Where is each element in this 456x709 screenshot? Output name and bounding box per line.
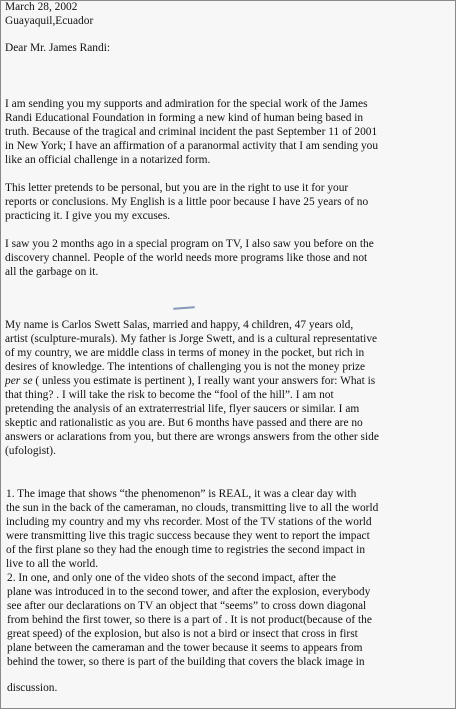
item-2-line: see after our declarations on TV an object that “seems” to cross down diagonal [7,600,367,612]
letter-salutation: Dear Mr. James Randi: [5,42,111,54]
paragraph-2-line: practicing it. I give you my excuses. [5,210,171,222]
paragraph-4-line: artist (sculpture-murals). My father is Jorge Swett, and is a cultural representative [5,333,378,345]
italic-per-se: per se [5,375,33,387]
paragraph-4-line: skeptic and rationalistic as you are. But 6 months have passed and there are no [5,417,363,429]
paragraph-4-line: answers or aclarations from you, but there are wrongs answers from the other side [5,431,379,443]
item-1-line: live to all the world. [6,558,99,570]
item-2-line: behind the tower, so there is part of the building that covers the black image in [7,656,365,668]
ink-mark [173,306,195,310]
letter-date: March 28, 2002 [5,1,78,13]
paragraph-1-line: truth. Because of the tragical and criminal incident the past September 11 of 2001 [5,126,378,138]
item-2-line: 2. In one, and only one of the video shots of the second impact, after the [7,572,336,584]
paragraph-4-line: My name is Carlos Swett Salas, married and happy, 4 children, 47 years old, [5,319,354,331]
paragraph-4-line: that thing? . I will take the risk to become the “fool of the hill”. I am not [5,389,334,401]
paragraph-4-line: pretending the analysis of an extraterrestrial life, flyer saucers or similar. I am [5,403,360,415]
item-1-line: 1. The image that shows “the phenomenon” is REAL, it was a clear day with [6,488,357,500]
item-1-line: of the first plane so they had the enough time to registries the second impact in [6,544,366,556]
paragraph-3-line: discovery channel. People of the world needs more programs like those and not [5,252,368,264]
paragraph-1-line: I am sending you my supports and admiration for the special work of the James [5,98,368,110]
paragraph-4-line [5,374,375,388]
item-1-line: the sun in the back of the cameraman, no clouds, transmitting live to all the world [6,502,379,514]
paragraph-2-line: reports or conclusions. My English is a little poor because I have 25 years of no [5,196,369,208]
item-1-line: including my country and my vhs recorder. Most of the TV stations of the world [6,516,372,528]
paragraph-3-line: I saw you 2 months ago in a special program on TV, I also saw you before on the [5,238,374,250]
paragraph-1-line: like an official challenge in a notarized form. [5,154,211,166]
paragraph-4-line: of my country, we are middle class in terms of money in the pocket, but rich in [5,347,365,359]
paragraph-4-line-rest: ( unless you estimate is pertinent ), I really want your answers for: What is [32,375,376,387]
item-2-line: great speed) of the explosion, but also is not a bird or insect that cross in first [7,628,358,640]
item-2-line: discussion. [7,682,58,694]
item-2-line: from behind the first tower, so there is a part of . It is not product(because of the [7,614,372,626]
paragraph-1-line: in New York; I have an affirmation of a paranormal activity that I am sending you [5,140,379,152]
item-2-line: plane between the cameraman and the tower because it seems to appears from [7,642,363,654]
paragraph-2-line: This letter pretends to be personal, but you are in the right to use it for your [5,182,349,194]
paragraph-4-line: desires of knowledge. The intentions of challenging you is not the money prize [5,361,366,373]
paragraph-3-line: all the garbage on it. [5,266,99,278]
item-2-line: plane was introduced in to the second tower, and after the explosion, everybody [7,586,371,598]
item-1-line: were transmitting live this tragic success because they went to report the impact [6,530,370,542]
letter-place: Guayaquil,Ecuador [5,15,94,27]
paragraph-4-line: (ufologist). [5,445,56,457]
paragraph-1-line: Randi Educational Foundation in forming a new kind of human being based in [5,112,364,124]
